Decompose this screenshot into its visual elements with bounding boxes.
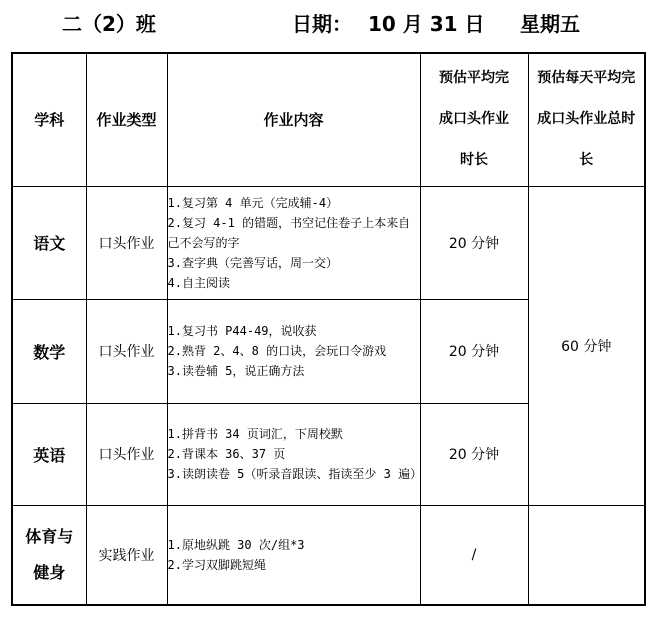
type-cell: 实践作业 [86,505,167,605]
subject-cell [12,505,86,605]
content-item: 2.背课本 36、37 页 [167,447,286,461]
type-cell: 口头作业 [86,186,167,299]
time-cell: 20 分钟 [420,403,528,505]
homework-table [11,52,646,606]
subject-label: 体育与 [25,526,74,546]
content-item: 2.学习双脚跳短绳 [167,557,266,572]
col-header-avg-time [420,53,528,186]
col-header-avg-time-line: 成口头作业 [439,111,509,128]
content-item: 1.拼背书 34 页词汇，下周校默 [167,427,343,441]
content-item: 3.查字典（完善写话，周一交） [167,255,338,270]
col-header-total-time-line: 长 [579,152,594,169]
col-header-avg-time-line: 时长 [460,152,488,169]
content-cell [167,403,423,505]
type-cell: 口头作业 [86,299,167,403]
subject-label: 数学 [33,342,66,362]
time-cell: 20 分钟 [420,299,528,403]
content-item: 3.读朗读卷 5（听录音跟读、指读至少 3 遍） [167,467,423,481]
page-header [0,8,658,38]
content-item: 3.读卷辅 5，说正确方法 [167,364,305,378]
col-header-total-time-line: 成口头作业总时 [537,111,636,128]
total-time-cell: 60 分钟 [528,186,645,505]
col-header-total-time [528,53,645,186]
content-cell [167,505,420,605]
subject-cell [12,299,86,403]
subject-cell [12,186,86,299]
col-header-subject: 学科 [12,53,86,186]
content-item: 2.复习 4-1 的错题，书空记住卷子上本来自己不会写的字 [167,215,411,250]
subject-label: 语文 [33,234,66,253]
content-item: 4.自主阅读 [167,275,230,290]
type-cell: 口头作业 [86,403,167,505]
content-item: 1.复习书 P44-49，说收获 [167,324,317,338]
date-value: 10 月 31 日 [368,12,485,36]
subject-label: 英语 [33,445,66,465]
table-row [12,186,645,299]
time-cell: / [420,505,528,605]
content-item: 1.复习第 4 单元（完成辅-4） [167,195,339,210]
content-item: 1.原地纵跳 30 次/组*3 [167,537,305,552]
table-header-row [12,53,645,186]
table-row [12,505,645,605]
content-item: 2.熟背 2、4、8 的口诀，会玩口令游戏 [167,344,387,358]
class-name: 二（2）班 [62,12,156,36]
col-header-total-time-line: 预估每天平均完 [537,70,636,87]
subject-label: 健身 [33,562,66,582]
weekday: 星期五 [520,12,580,36]
content-cell [167,186,420,299]
time-cell: 20 分钟 [420,186,528,299]
date-label: 日期： [292,12,352,36]
col-header-type: 作业类型 [86,53,167,186]
col-header-avg-time-line: 预估平均完 [439,70,509,87]
content-cell [167,299,420,403]
empty-total-cell [528,505,645,605]
subject-cell [12,403,86,505]
col-header-content: 作业内容 [167,53,420,186]
